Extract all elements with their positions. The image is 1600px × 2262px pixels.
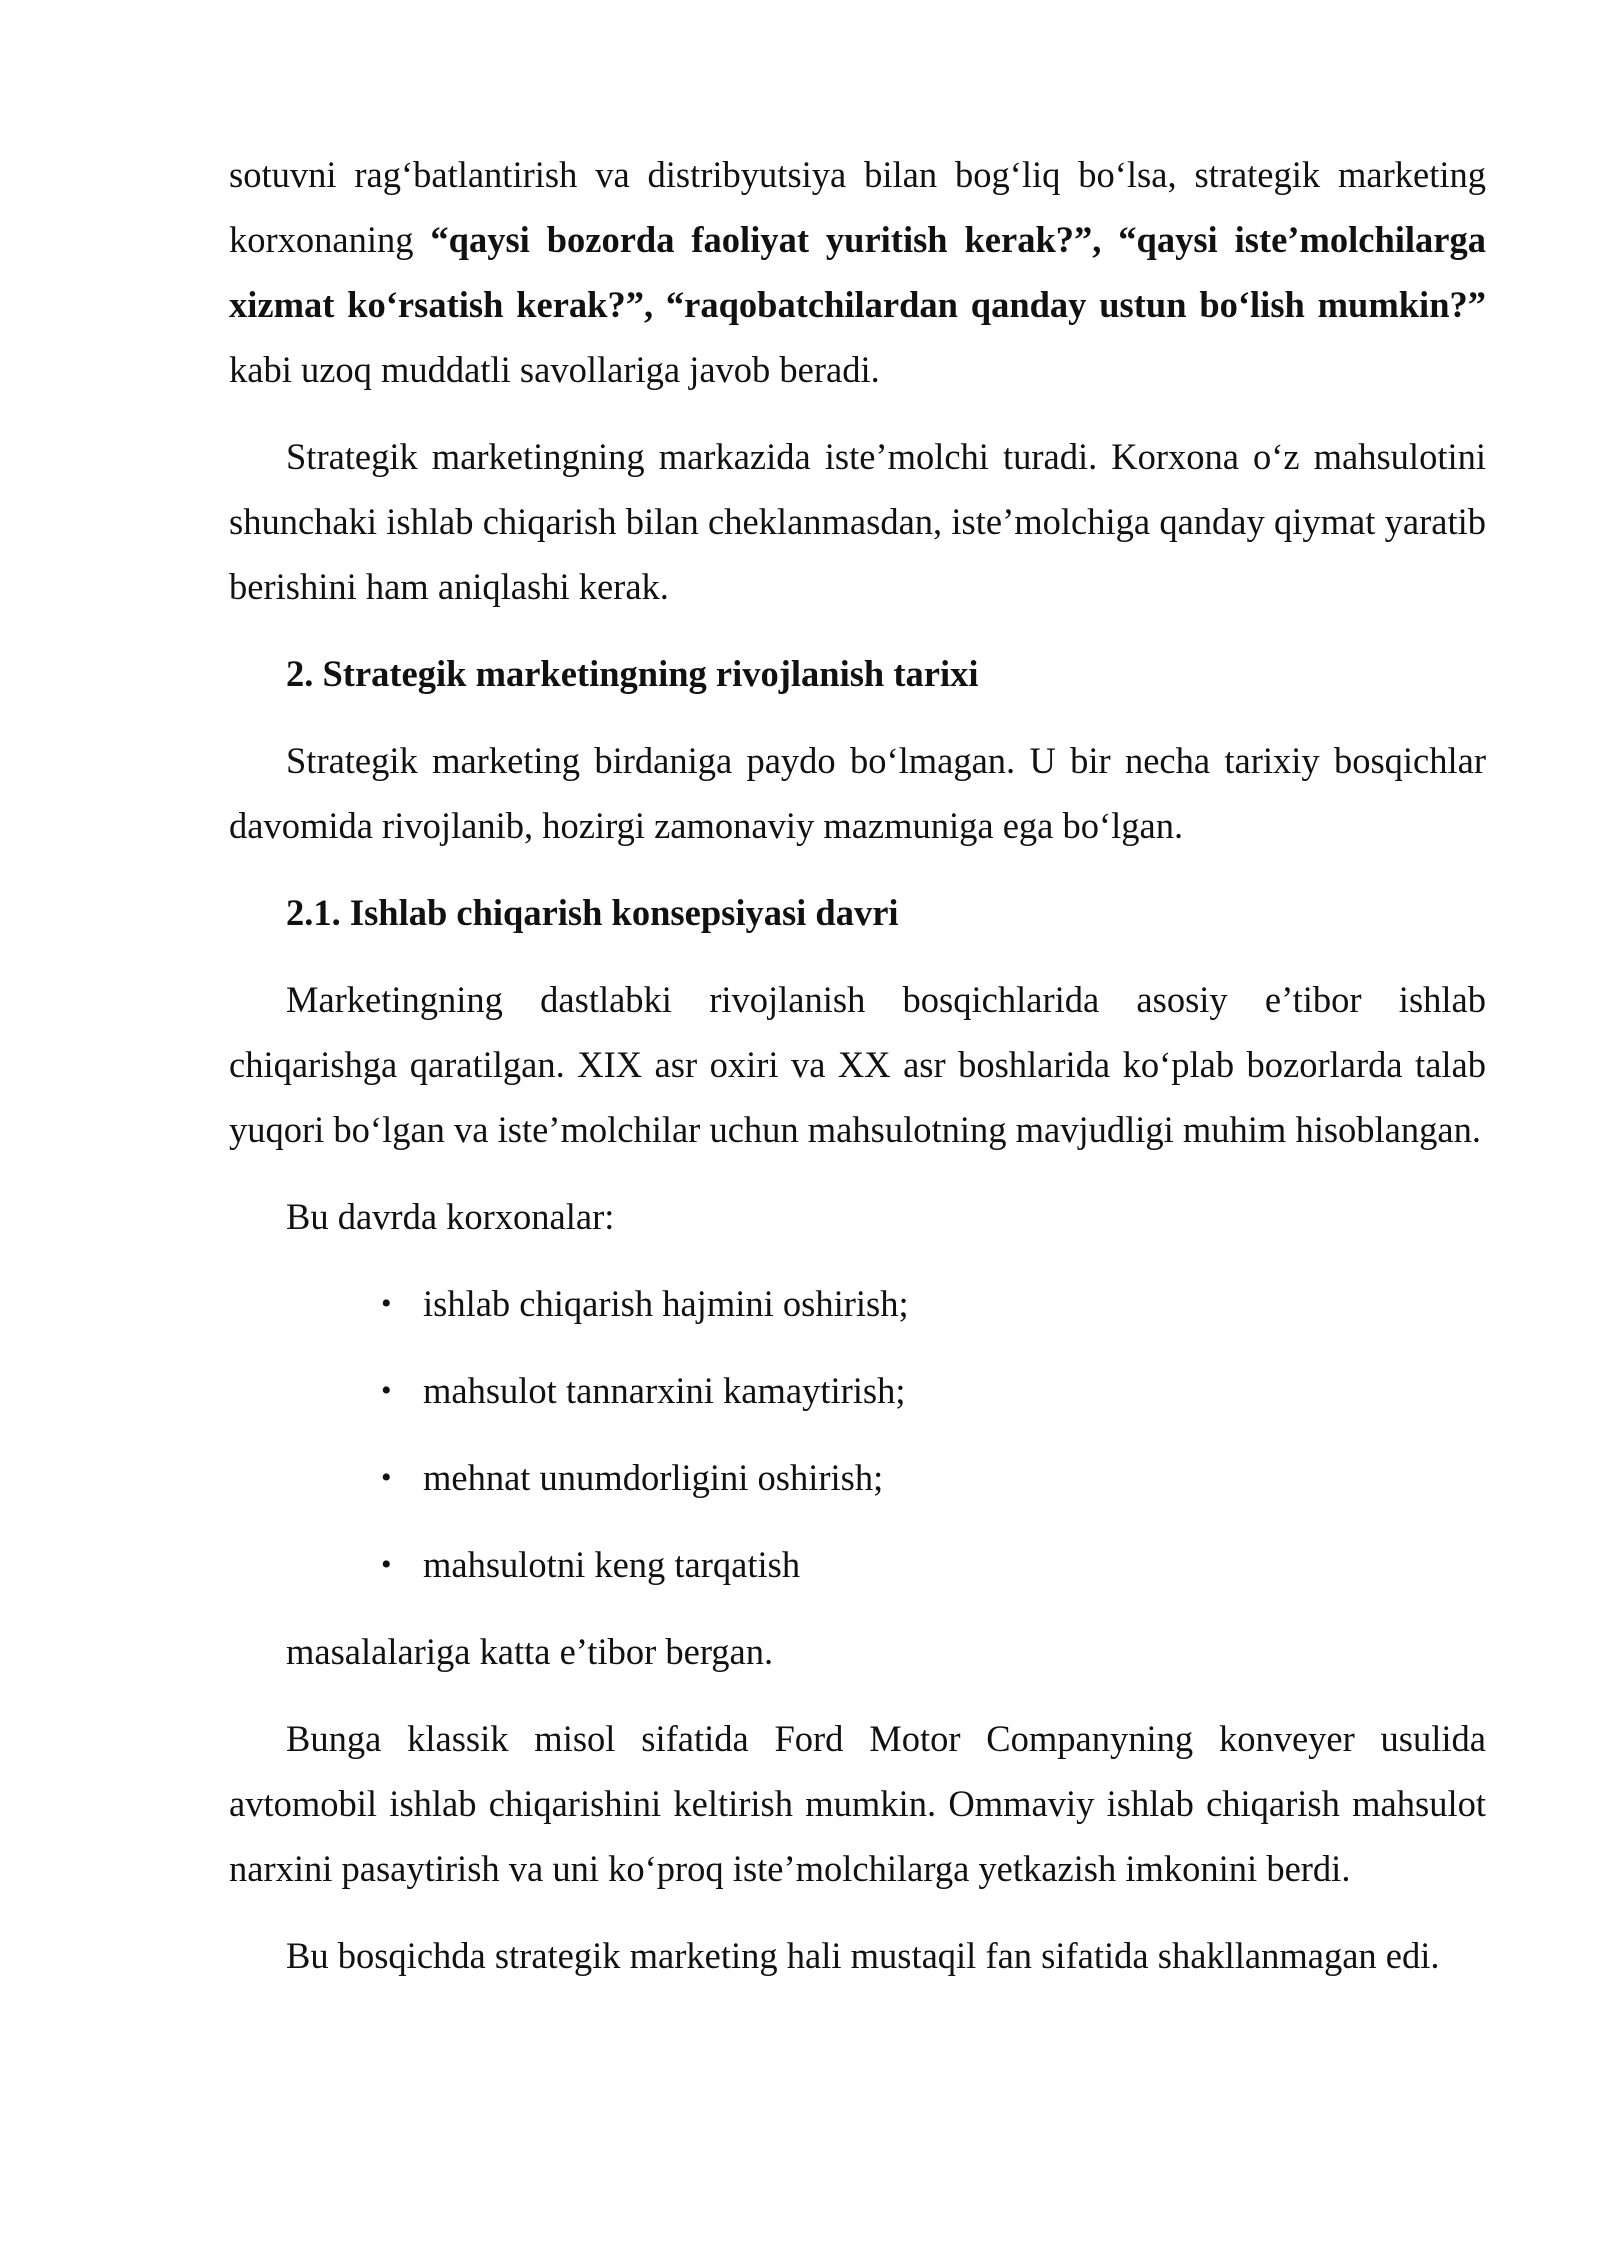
list-item bbox=[379, 1532, 1486, 1597]
bullet-list bbox=[229, 1271, 1486, 1597]
list-item-text: mahsulot tannarxini kamaytirish; bbox=[423, 1370, 906, 1411]
paragraph-ford-example: Bunga klassik misol sifatida Ford Motor Companyning konveyer usulida avtomobil ishlab chiqarishini keltirish mumkin. Ommaviy ishlab chiqarish mahsulot narxini pasaytirish va uni ko‘proq iste’molchilarga yetkazish imkonini berdi. bbox=[229, 1718, 1486, 1889]
list-item bbox=[379, 1271, 1486, 1336]
paragraph-intro-questions: “qaysi bozorda faoliyat yuritish kerak?”, “qaysi iste’molchilarga xizmat ko‘rsatish kerak?”, “raqobatchilardan qanday ustun bo‘lish mumkin?” bbox=[229, 219, 1486, 325]
paragraph-list-conclusion: masalalariga katta e’tibor bergan. bbox=[286, 1631, 774, 1672]
bullet-icon: • bbox=[381, 1461, 392, 1494]
paragraph-production-era: Marketingning dastlabki rivojlanish bosqichlarida asosiy e’tibor ishlab chiqarishga qaratilgan. XIX asr oxiri va XX asr boshlarida ko‘plab bozorlarda talab yuqori bo‘lgan va iste’molchilar uchun mahsulotning mavjudligi muhim hisoblangan. bbox=[229, 979, 1486, 1150]
subsection-heading-production: 2.1. Ishlab chiqarish konsepsiyasi davri bbox=[286, 892, 899, 933]
paragraph-intro bbox=[229, 142, 1486, 402]
paragraph-consumer-center: Strategik marketingning markazida iste’molchi turadi. Korxona o‘z mahsulotini shunchaki ishlab chiqarish bilan cheklanmasdan, iste’molchiga qanday qiymat yaratib berishini ham aniqlashi kerak. bbox=[229, 436, 1486, 607]
bullet-icon: • bbox=[381, 1548, 392, 1581]
list-item-text: mehnat unumdorligini oshirish; bbox=[423, 1457, 884, 1498]
list-item-text: ishlab chiqarish hajmini oshirish; bbox=[423, 1283, 909, 1324]
section-heading-history: 2. Strategik marketingning rivojlanish tarixi bbox=[286, 653, 979, 694]
paragraph-stage-summary: Bu bosqichda strategik marketing hali mustaqil fan sifatida shakllanmagan edi. bbox=[286, 1935, 1440, 1976]
list-item bbox=[379, 1445, 1486, 1510]
list-item bbox=[379, 1358, 1486, 1423]
bullet-icon: • bbox=[381, 1287, 392, 1320]
bullet-icon: • bbox=[381, 1374, 392, 1407]
paragraph-intro-end: kabi uzoq muddatli savollariga javob beradi. bbox=[229, 349, 880, 390]
list-item-text: mahsulotni keng tarqatish bbox=[423, 1544, 801, 1585]
paragraph-history-intro: Strategik marketing birdaniga paydo bo‘lmagan. U bir necha tarixiy bosqichlar davomida rivojlanib, hozirgi zamonaviy mazmuniga ega bo‘lgan. bbox=[229, 740, 1486, 846]
paragraph-intro-start: sotuvni rag‘batlantirish va distribyutsiya bilan bog‘liq bo‘lsa, strategik marketing korxonaning bbox=[229, 154, 1486, 260]
paragraph-companies-intro: Bu davrda korxonalar: bbox=[286, 1196, 615, 1237]
